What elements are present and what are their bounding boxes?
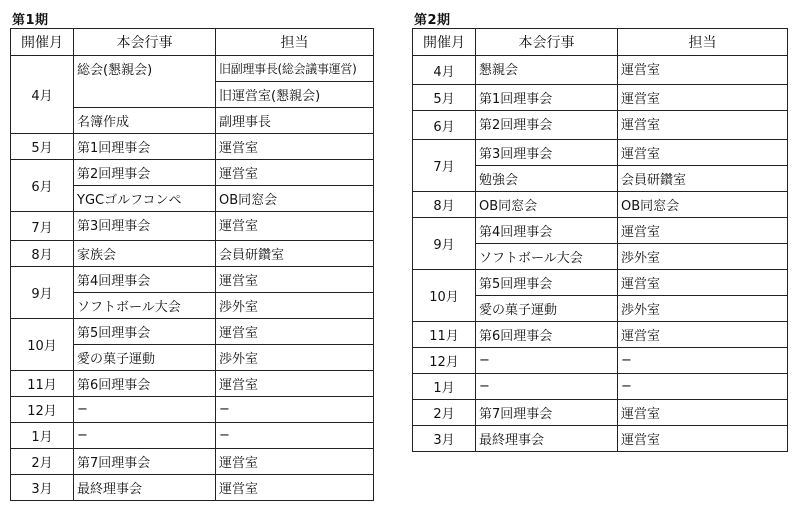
table-row <box>413 374 788 400</box>
month-cell: 7月 <box>413 140 476 192</box>
month-cell: 4月 <box>11 56 74 134</box>
header-owner: 担当 <box>618 29 788 56</box>
owner-cell: 運営室 <box>216 319 374 345</box>
event-cell: 最終理事会 <box>74 475 216 501</box>
owner-cell: 運営室 <box>618 426 788 452</box>
month-cell: 8月 <box>413 192 476 218</box>
header-month: 開催月 <box>413 29 476 56</box>
event-cell: 第1回理事会 <box>74 134 216 160</box>
month-cell: 3月 <box>413 426 476 452</box>
table-row <box>413 270 788 296</box>
table-row <box>11 449 374 475</box>
owner-cell: 運営室 <box>216 449 374 475</box>
table-row <box>11 56 374 82</box>
owner-cell: OB同窓会 <box>216 186 374 212</box>
table-row <box>11 397 374 423</box>
period-2-schedule-table <box>412 28 788 452</box>
event-cell: 第6回理事会 <box>74 371 216 397</box>
table-row <box>413 85 788 111</box>
month-cell: 6月 <box>11 160 74 212</box>
owner-cell: OB同窓会 <box>618 192 788 218</box>
event-cell: 名簿作成 <box>74 108 216 134</box>
month-cell: 11月 <box>11 371 74 397</box>
owner-cell: 渉外室 <box>216 293 374 319</box>
month-cell: 9月 <box>11 267 74 319</box>
event-cell: 第5回理事会 <box>74 319 216 345</box>
table-row <box>11 475 374 501</box>
table-row <box>413 426 788 452</box>
period-2-title: 第2期 <box>414 13 451 28</box>
event-cell: − <box>476 374 618 400</box>
table-row <box>11 267 374 293</box>
event-cell: 第3回理事会 <box>74 212 216 241</box>
owner-cell: 運営室 <box>618 140 788 166</box>
event-cell: 家族会 <box>74 241 216 267</box>
table-row <box>413 140 788 166</box>
event-cell: 第6回理事会 <box>476 322 618 348</box>
table-row <box>413 218 788 244</box>
month-cell: 7月 <box>11 212 74 241</box>
event-cell: 第7回理事会 <box>74 449 216 475</box>
owner-cell: − <box>618 348 788 374</box>
event-cell: 懇親会 <box>476 56 618 85</box>
month-cell: 2月 <box>413 400 476 426</box>
owner-cell: 旧副理事長(総会議事運営) <box>216 56 374 82</box>
event-cell: ソフトボール大会 <box>74 293 216 319</box>
owner-cell: 運営室 <box>618 400 788 426</box>
month-cell: 12月 <box>413 348 476 374</box>
event-cell: 第2回理事会 <box>74 160 216 186</box>
event-cell: − <box>74 397 216 423</box>
owner-cell: 運営室 <box>216 267 374 293</box>
event-cell: ソフトボール大会 <box>476 244 618 270</box>
month-cell: 9月 <box>413 218 476 270</box>
month-cell: 3月 <box>11 475 74 501</box>
month-cell: 2月 <box>11 449 74 475</box>
owner-cell: 渉外室 <box>618 244 788 270</box>
owner-cell: 運営室 <box>216 371 374 397</box>
owner-cell: 運営室 <box>618 111 788 140</box>
table-row <box>413 192 788 218</box>
event-cell: 第7回理事会 <box>476 400 618 426</box>
table-row <box>11 371 374 397</box>
owner-cell: − <box>618 374 788 400</box>
owner-cell: 会員研鑽室 <box>216 241 374 267</box>
owner-cell: 運営室 <box>216 212 374 241</box>
month-cell: 1月 <box>413 374 476 400</box>
owner-cell: 運営室 <box>618 270 788 296</box>
month-cell: 1月 <box>11 423 74 449</box>
header-owner: 担当 <box>216 29 374 56</box>
event-cell: 愛の菓子運動 <box>476 296 618 322</box>
event-cell: 愛の菓子運動 <box>74 345 216 371</box>
owner-cell: 旧運営室(懇親会) <box>216 82 374 108</box>
event-cell: YGCゴルフコンペ <box>74 186 216 212</box>
owner-cell: 運営室 <box>618 85 788 111</box>
month-cell: 10月 <box>11 319 74 371</box>
month-cell: 5月 <box>413 85 476 111</box>
header-event: 本会行事 <box>476 29 618 56</box>
month-cell: 10月 <box>413 270 476 322</box>
period-1-title: 第1期 <box>12 13 49 28</box>
table-header-row <box>11 29 374 56</box>
table-row <box>11 134 374 160</box>
header-month: 開催月 <box>11 29 74 56</box>
month-cell: 4月 <box>413 56 476 85</box>
month-cell: 5月 <box>11 134 74 160</box>
event-cell: 最終理事会 <box>476 426 618 452</box>
month-cell: 11月 <box>413 322 476 348</box>
owner-cell: 渉外室 <box>618 296 788 322</box>
owner-cell: − <box>216 397 374 423</box>
month-cell: 6月 <box>413 111 476 140</box>
owner-cell: 運営室 <box>618 322 788 348</box>
owner-cell: 副理事長 <box>216 108 374 134</box>
table-row <box>413 322 788 348</box>
table-row <box>11 160 374 186</box>
owner-cell: 運営室 <box>216 134 374 160</box>
event-cell: 第5回理事会 <box>476 270 618 296</box>
owner-cell: 運営室 <box>618 56 788 85</box>
period-1-schedule-table <box>10 28 374 501</box>
owner-cell: 運営室 <box>216 475 374 501</box>
owner-cell: 渉外室 <box>216 345 374 371</box>
event-cell: 総会(懇親会) <box>74 56 216 108</box>
table-row <box>413 400 788 426</box>
month-cell: 12月 <box>11 397 74 423</box>
event-cell: − <box>476 348 618 374</box>
event-cell: 第4回理事会 <box>476 218 618 244</box>
event-cell: OB同窓会 <box>476 192 618 218</box>
owner-cell: 会員研鑽室 <box>618 166 788 192</box>
table-row <box>11 319 374 345</box>
table-row <box>11 241 374 267</box>
owner-cell: 運営室 <box>216 160 374 186</box>
table-header-row <box>413 29 788 56</box>
event-cell: − <box>74 423 216 449</box>
event-cell: 勉強会 <box>476 166 618 192</box>
owner-cell: 運営室 <box>618 218 788 244</box>
owner-cell: − <box>216 423 374 449</box>
table-row <box>11 423 374 449</box>
event-cell: 第2回理事会 <box>476 111 618 140</box>
event-cell: 第4回理事会 <box>74 267 216 293</box>
event-cell: 第1回理事会 <box>476 85 618 111</box>
month-cell: 8月 <box>11 241 74 267</box>
table-row <box>413 348 788 374</box>
event-cell: 第3回理事会 <box>476 140 618 166</box>
header-event: 本会行事 <box>74 29 216 56</box>
